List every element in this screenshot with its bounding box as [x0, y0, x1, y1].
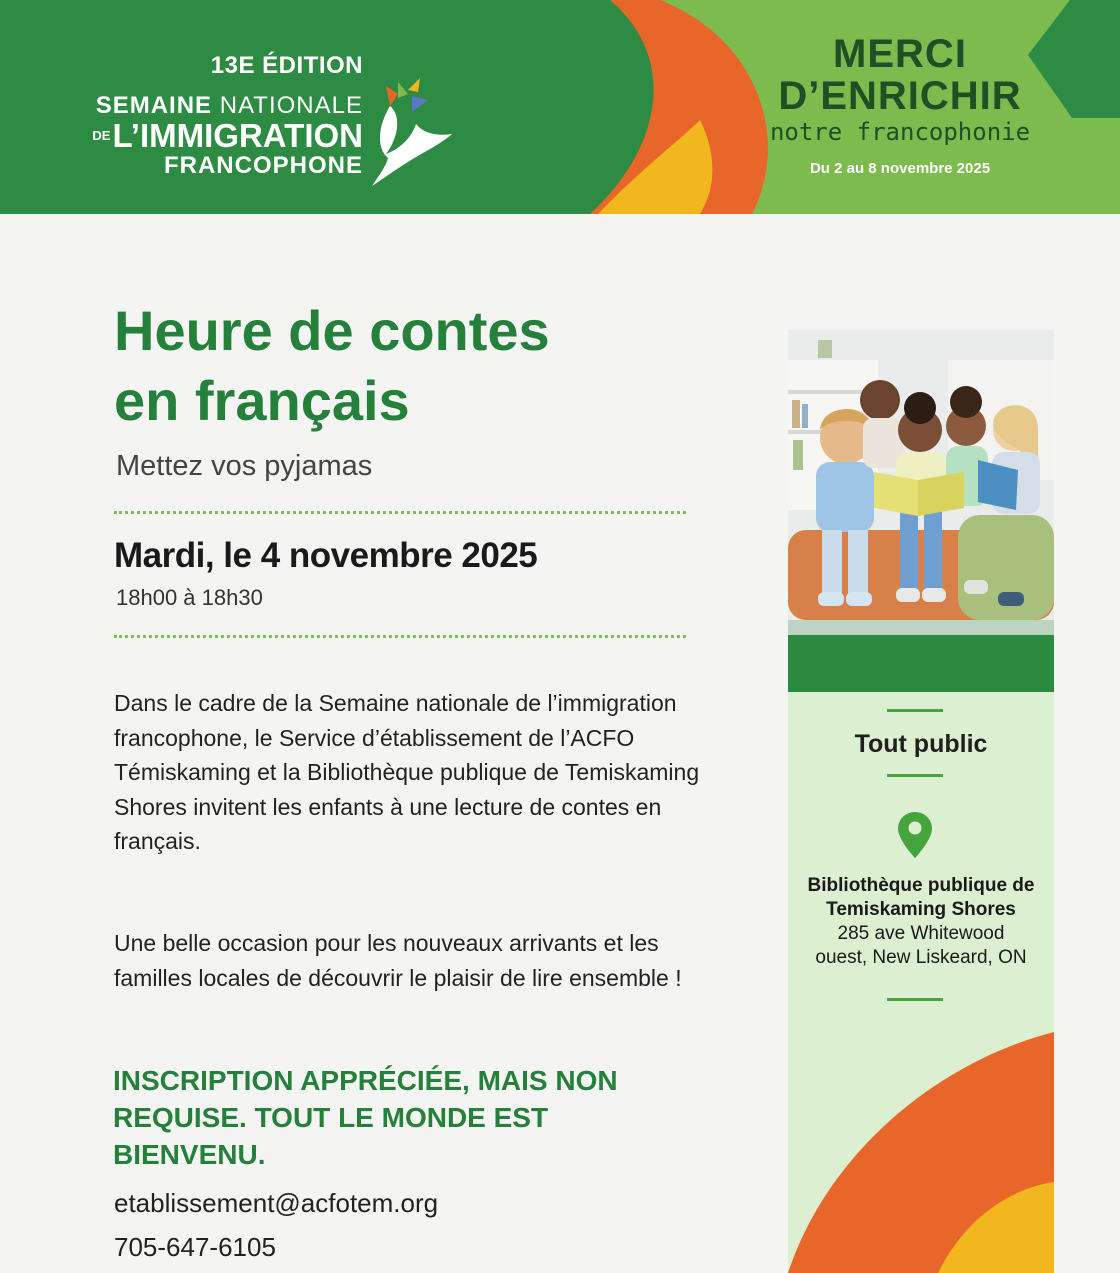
venue-address: 285 ave Whitewood ouest, New Liskeard, ON: [815, 923, 1027, 968]
dotted-divider: [114, 511, 686, 514]
edition-label: 13E ÉDITION: [210, 52, 363, 79]
header-banner: [0, 0, 1120, 214]
event-title: Heure de contes en français: [114, 299, 550, 432]
contact-email[interactable]: etablissement@acfotem.org: [114, 1188, 439, 1218]
children-reading-photo: [788, 330, 1054, 635]
dove-logo-icon: [368, 76, 458, 188]
edition-block: [92, 52, 363, 180]
info-panel: [788, 692, 1054, 1273]
audience-label: Tout public: [854, 730, 988, 758]
event-subtitle: Mettez vos pyjamas: [116, 450, 373, 482]
dotted-divider: [114, 635, 686, 638]
event-date: Mardi, le 4 novembre 2025: [114, 536, 538, 575]
description-paragraph: Dans le cadre de la Semaine nationale de l’immigration francophone, le Service d’établissement de l’ACFO Témiskaming et la Bibliothèque publique de Temiskaming Shores invitent les enfants à une lecture de contes en français.: [114, 690, 700, 854]
event-time: 18h00 à 18h30: [116, 585, 263, 610]
francophone-label: FRANCOPHONE: [163, 152, 363, 179]
immigration-label: $^{DE}$L’IMMIGRATION: [92, 117, 363, 154]
photo-green-strip: [788, 635, 1054, 692]
corner-decoration: [788, 692, 1054, 1273]
merci-line1: MERCI: [833, 32, 967, 76]
inscription-note: INSCRIPTION APPRÉCIÉE, MAIS NON REQUISE. TOUT LE MONDE EST BIENVENU.: [113, 1065, 618, 1170]
semaine-label: SEMAINE NATIONALE: [95, 92, 363, 119]
merci-line3: notre francophonie: [769, 118, 1031, 146]
contact-phone[interactable]: 705-647-6105: [114, 1232, 276, 1262]
description-paragraph: Une belle occasion pour les nouveaux arrivants et les familles locales de découvrir le plaisir de lire ensemble !: [114, 930, 682, 991]
week-dates: Du 2 au 8 novembre 2025: [809, 160, 991, 177]
merci-line2: D’ENRICHIR: [778, 74, 1022, 118]
merci-block: [755, 34, 1045, 177]
venue-name: Bibliothèque publique de Temiskaming Shores: [807, 875, 1035, 920]
